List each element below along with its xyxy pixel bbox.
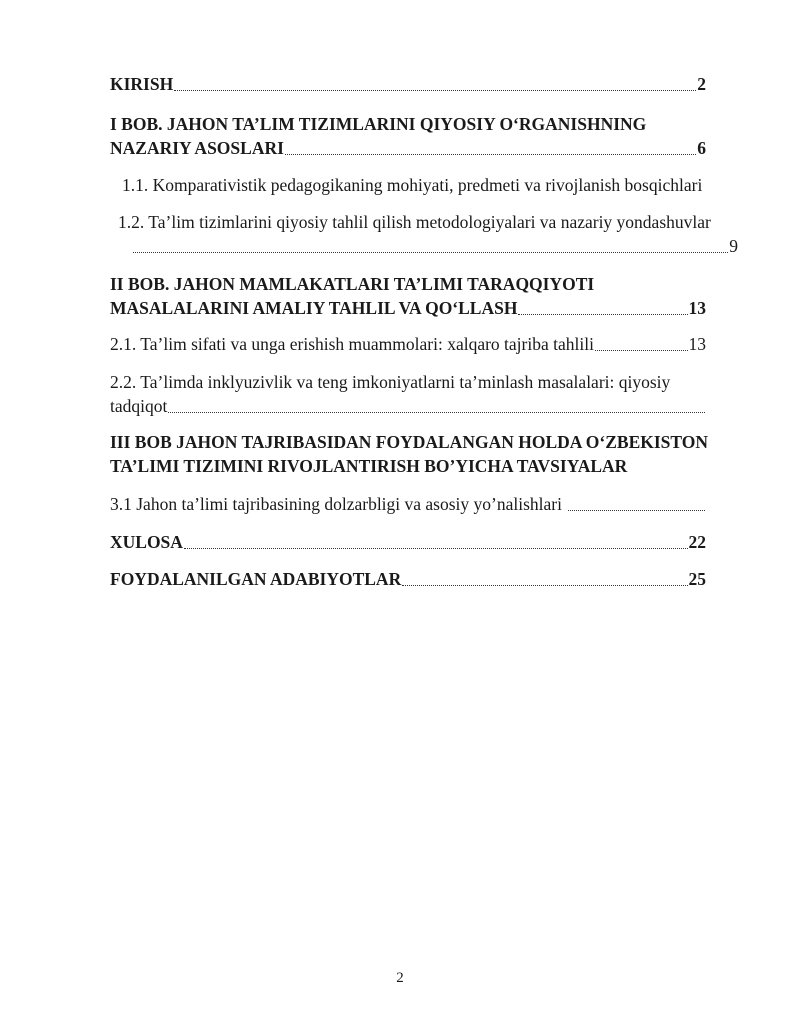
toc-page-number: 9 bbox=[729, 236, 738, 256]
toc-label-line2: MASALALARINI AMALIY TAHLIL VA QO‘LLASH bbox=[110, 298, 518, 318]
toc-label-line1: 2.2. Ta’limda inklyuzivlik va teng imkoniyatlarni ta’minlash masalalari: qiyosiy bbox=[110, 372, 671, 392]
toc-page-number: 6 bbox=[697, 138, 706, 158]
toc-entry-bob3[interactable] bbox=[110, 430, 750, 478]
toc-page-number: 22 bbox=[688, 532, 706, 552]
toc-page-number: 2 bbox=[697, 74, 706, 94]
toc-label: 1.2. Ta’lim tizimlarini qiyosiy tahlil qilish metodologiyalari va nazariy yondashuvlar bbox=[118, 212, 711, 232]
leader-dots bbox=[168, 412, 705, 413]
toc-page-number: 13 bbox=[688, 298, 706, 318]
leader-dots bbox=[402, 584, 687, 586]
toc-entry-2-1[interactable] bbox=[110, 332, 706, 356]
toc-label-line2: TA’LIMI TIZIMINI RIVOJLANTIRISH BO’YICHA TAVSIYALAR bbox=[110, 456, 628, 476]
leader-dots bbox=[595, 349, 688, 351]
toc-label-line2: tadqiqot bbox=[110, 396, 168, 416]
leader-dots bbox=[285, 154, 696, 155]
toc-label-line2: NAZARIY ASOSLARI bbox=[110, 138, 284, 158]
toc-entry-bob2[interactable] bbox=[110, 272, 706, 320]
toc-label: 1.1. Komparativistik pedagogikaning mohiyati, predmeti va rivojlanish bosqichlari bbox=[122, 175, 703, 195]
toc-page-number: 25 bbox=[688, 569, 706, 589]
toc-label: KIRISH bbox=[110, 74, 174, 94]
toc-entry-xulosa[interactable] bbox=[110, 530, 706, 554]
leader-dots bbox=[518, 314, 687, 315]
toc-entry-3-1[interactable] bbox=[110, 492, 706, 516]
toc-entry-adabiyotlar[interactable] bbox=[110, 567, 706, 591]
toc-label: 3.1 Jahon ta’limi tajribasining dolzarbligi va asosiy yo’nalishlari bbox=[110, 494, 562, 514]
leader-dots bbox=[133, 252, 728, 253]
toc-label-line1: I BOB. JAHON TA’LIM TIZIMLARINI QIYOSIY O‘RGANISHNING bbox=[110, 114, 647, 134]
toc-label: XULOSA bbox=[110, 532, 183, 552]
toc-entry-kirish[interactable] bbox=[110, 72, 706, 96]
leader-dots bbox=[568, 509, 705, 511]
footer-page-number: 2 bbox=[396, 970, 404, 986]
toc-label: FOYDALANILGAN ADABIYOTLAR bbox=[110, 569, 402, 589]
toc-entry-bob1[interactable] bbox=[110, 112, 706, 160]
leader-dots bbox=[184, 547, 688, 549]
toc-label-line1: II BOB. JAHON MAMLAKATLARI TA’LIMI TARAQQIYOTI bbox=[110, 274, 595, 294]
toc-page-number: 13 bbox=[688, 334, 706, 354]
toc-entry-1-1[interactable] bbox=[122, 173, 742, 197]
toc-entry-1-2[interactable] bbox=[118, 210, 738, 258]
toc-label: 2.1. Ta’lim sifati va unga erishish muammolari: xalqaro tajriba tahlili bbox=[110, 334, 594, 354]
toc-entry-2-2[interactable] bbox=[110, 370, 706, 418]
leader-dots bbox=[174, 89, 696, 91]
toc-label-line1: III BOB JAHON TAJRIBASIDAN FOYDALANGAN HOLDA O‘ZBEKISTON bbox=[110, 432, 709, 452]
